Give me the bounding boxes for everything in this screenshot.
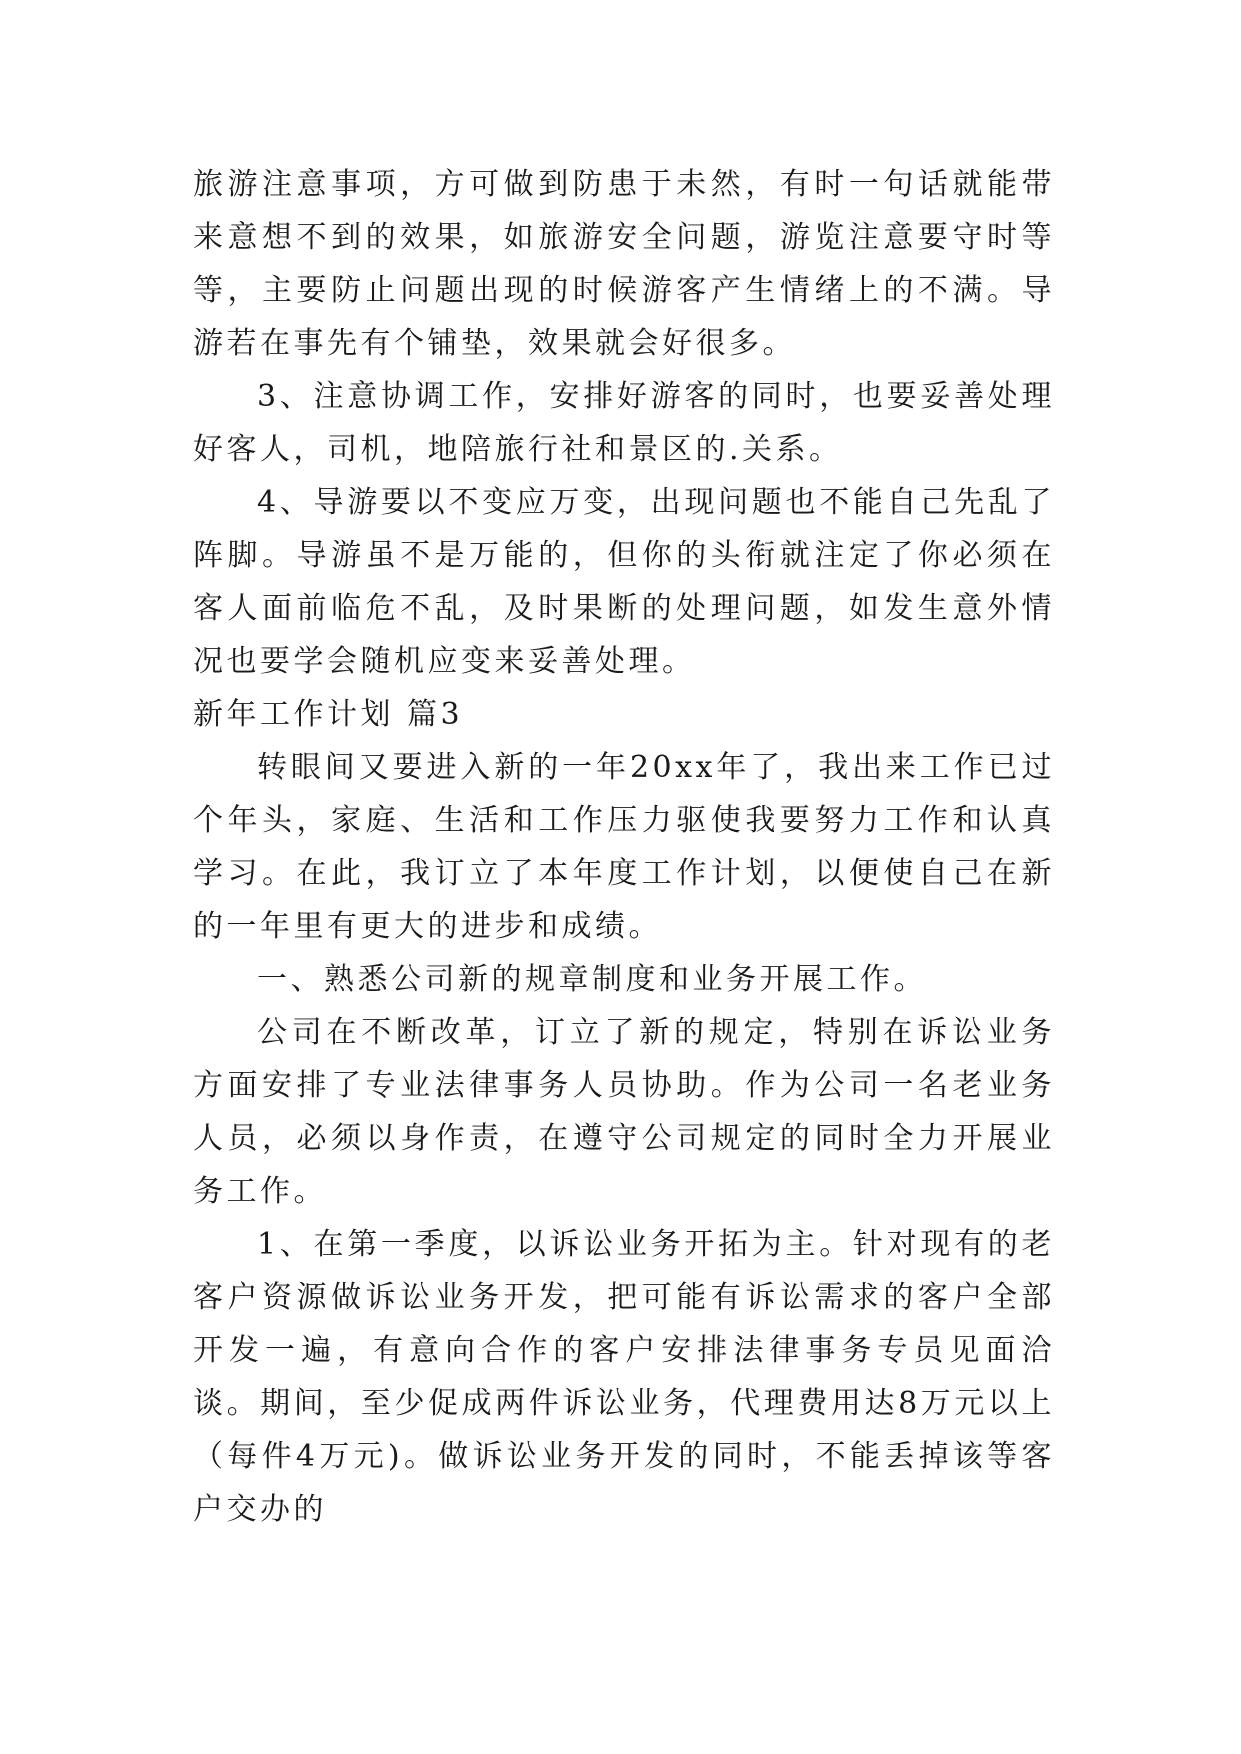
section-title: 新年工作计划 篇3: [193, 697, 464, 732]
paragraph-item-one-heading: 一、熟悉公司新的规章制度和业务开展工作。: [257, 962, 927, 997]
paragraph-first-quarter: 1、在第一季度，以诉讼业务开拓为主。针对现有的老客户资源做诉讼业务开发，把可能有诉讼需求的客户全部开发一遍，有意向合作的客户安排法律事务专员见面洽谈。期间，至少促成两件诉讼业务，代理费用达8万元以上（每件4万元)。做诉讼业务开发的同时，不能丢掉该等客户交办的: [193, 1227, 1055, 1527]
paragraph-new-year-intro: 转眼间又要进入新的一年20xx年了，我出来工作已过个年头，家庭、生活和工作压力驱使我要努力工作和认真学习。在此，我订立了本年度工作计划，以便使自己在新的一年里有更大的进步和成绩。: [193, 750, 1055, 944]
paragraph-adaptability: 4、导游要以不变应万变，出现问题也不能自己先乱了阵脚。导游虽不是万能的，但你的头衔就注定了你必须在客人面前临危不乱，及时果断的处理问题，如发生意外情况也要学会随机应变来妥善处理。: [193, 485, 1055, 679]
paragraph-travel-notes: 旅游注意事项，方可做到防患于未然，有时一句话就能带来意想不到的效果，如旅游安全问题，游览注意要守时等等，主要防止问题出现的时候游客产生情绪上的不满。导游若在事先有个铺垫，效果就会好很多。: [193, 167, 1055, 361]
document-page: [193, 158, 1055, 1536]
paragraph-coordination: 3、注意协调工作，安排好游客的同时，也要妥善处理好客人，司机，地陪旅行社和景区的.关系。: [193, 379, 1055, 467]
paragraph-company-reform: 公司在不断改革，订立了新的规定，特别在诉讼业务方面安排了专业法律事务人员协助。作为公司一名老业务人员，必须以身作责，在遵守公司规定的同时全力开展业务工作。: [193, 1015, 1055, 1209]
